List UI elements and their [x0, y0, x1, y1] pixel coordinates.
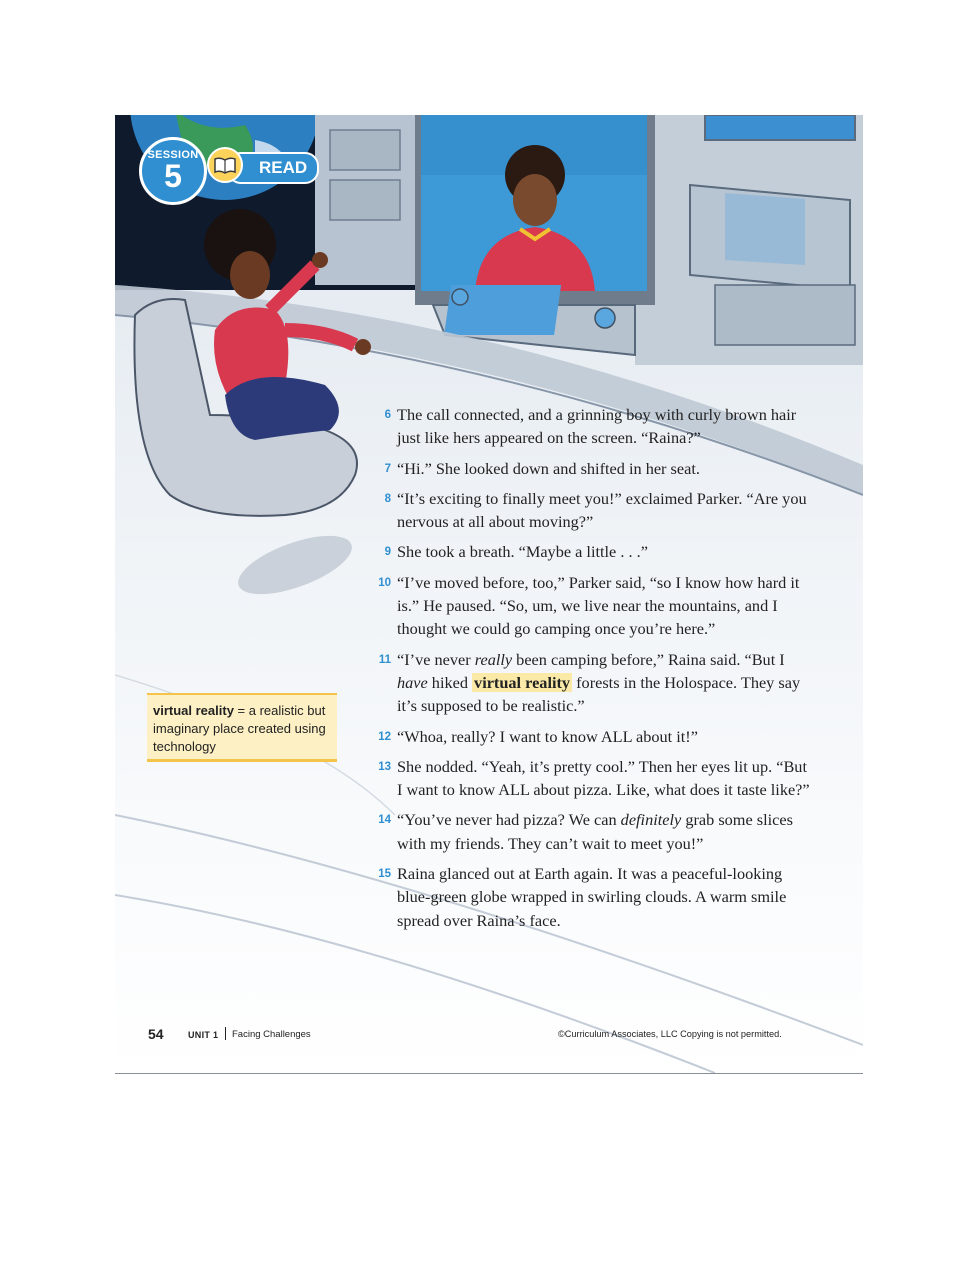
session-label: SESSION: [147, 149, 199, 161]
paragraph-text: “You’ve never had pizza? We can definitely grab some slices with my friends. They can’t wait to meet you!”: [397, 810, 793, 853]
paragraph-text: Raina glanced out at Earth again. It was a peaceful-looking blue-green globe wrapped in swirling clouds. A warm smile spread over Raina’s face.: [397, 864, 787, 930]
paragraph-text: She took a breath. “Maybe a little . . .”: [397, 542, 648, 562]
paragraph-number: 13: [378, 760, 391, 773]
copyright-notice: ©Curriculum Associates, LLC Copying is not permitted.: [558, 1029, 782, 1039]
paragraph: [372, 755, 812, 802]
paragraph-number: 14: [378, 814, 391, 827]
paragraph-number: 9: [384, 546, 391, 559]
paragraph-number: 7: [384, 462, 391, 475]
glossary-term: virtual reality: [153, 703, 234, 718]
session-badge: [139, 137, 311, 207]
paragraph-number: 6: [384, 409, 391, 421]
paragraph: [372, 648, 812, 718]
paragraph: [372, 725, 812, 748]
glossary-highlight: virtual reality: [474, 672, 571, 692]
paragraph-text: “Whoa, really? I want to know ALL about it!”: [397, 726, 698, 746]
story-text: [372, 403, 812, 939]
paragraph: [372, 862, 812, 932]
paragraph: [372, 540, 812, 563]
paragraph-text: “Hi.” She looked down and shifted in her seat.: [397, 458, 700, 478]
footer-divider: [225, 1027, 226, 1040]
paragraph-text: “It’s exciting to finally meet you!” exclaimed Parker. “Are you nervous at all about moving?”: [397, 488, 807, 532]
paragraph: [372, 403, 812, 450]
page-bottom-rule: [115, 1073, 863, 1074]
paragraph-text: “I’ve moved before, too,” Parker said, “so I know how hard it is.” He paused. “So, um, we live near the mountains, and I thought we could go camping once you’re here.”: [397, 572, 800, 639]
session-circle: [139, 137, 207, 205]
paragraph-text: She nodded. “Yeah, it’s pretty cool.” Then her eyes lit up. “But I want to know ALL about pizza. Like, what does it taste like?”: [397, 756, 810, 800]
glossary-definition: = a realistic but imaginary place created using technology: [153, 703, 326, 754]
paragraph: [372, 457, 812, 480]
textbook-page: [115, 115, 863, 1073]
paragraph-number: 15: [378, 868, 391, 881]
page-number: 54: [148, 1026, 164, 1042]
paragraph-number: 12: [378, 730, 391, 743]
unit-title: Facing Challenges: [232, 1029, 311, 1040]
paragraph-text: The call connected, and a grinning boy with curly brown hair just like hers appeared on the screen. “Raina?”: [397, 405, 797, 448]
paragraph-number: 11: [378, 653, 391, 666]
glossary-box: [147, 693, 337, 762]
unit-label: UNIT 1: [188, 1030, 219, 1040]
read-label: READ: [227, 152, 319, 184]
paragraph: [372, 487, 812, 534]
book-icon: [207, 147, 243, 183]
paragraph: [372, 808, 812, 855]
paragraph: [372, 571, 812, 641]
paragraph-text: “I’ve never really been camping before,” Raina said. “But I have hiked virtual reality forests in the Holospace. They say it’s supposed to be realistic.”: [397, 649, 801, 716]
paragraph-number: 8: [384, 492, 391, 505]
paragraph-number: 10: [378, 576, 391, 589]
session-number: 5: [164, 158, 182, 194]
